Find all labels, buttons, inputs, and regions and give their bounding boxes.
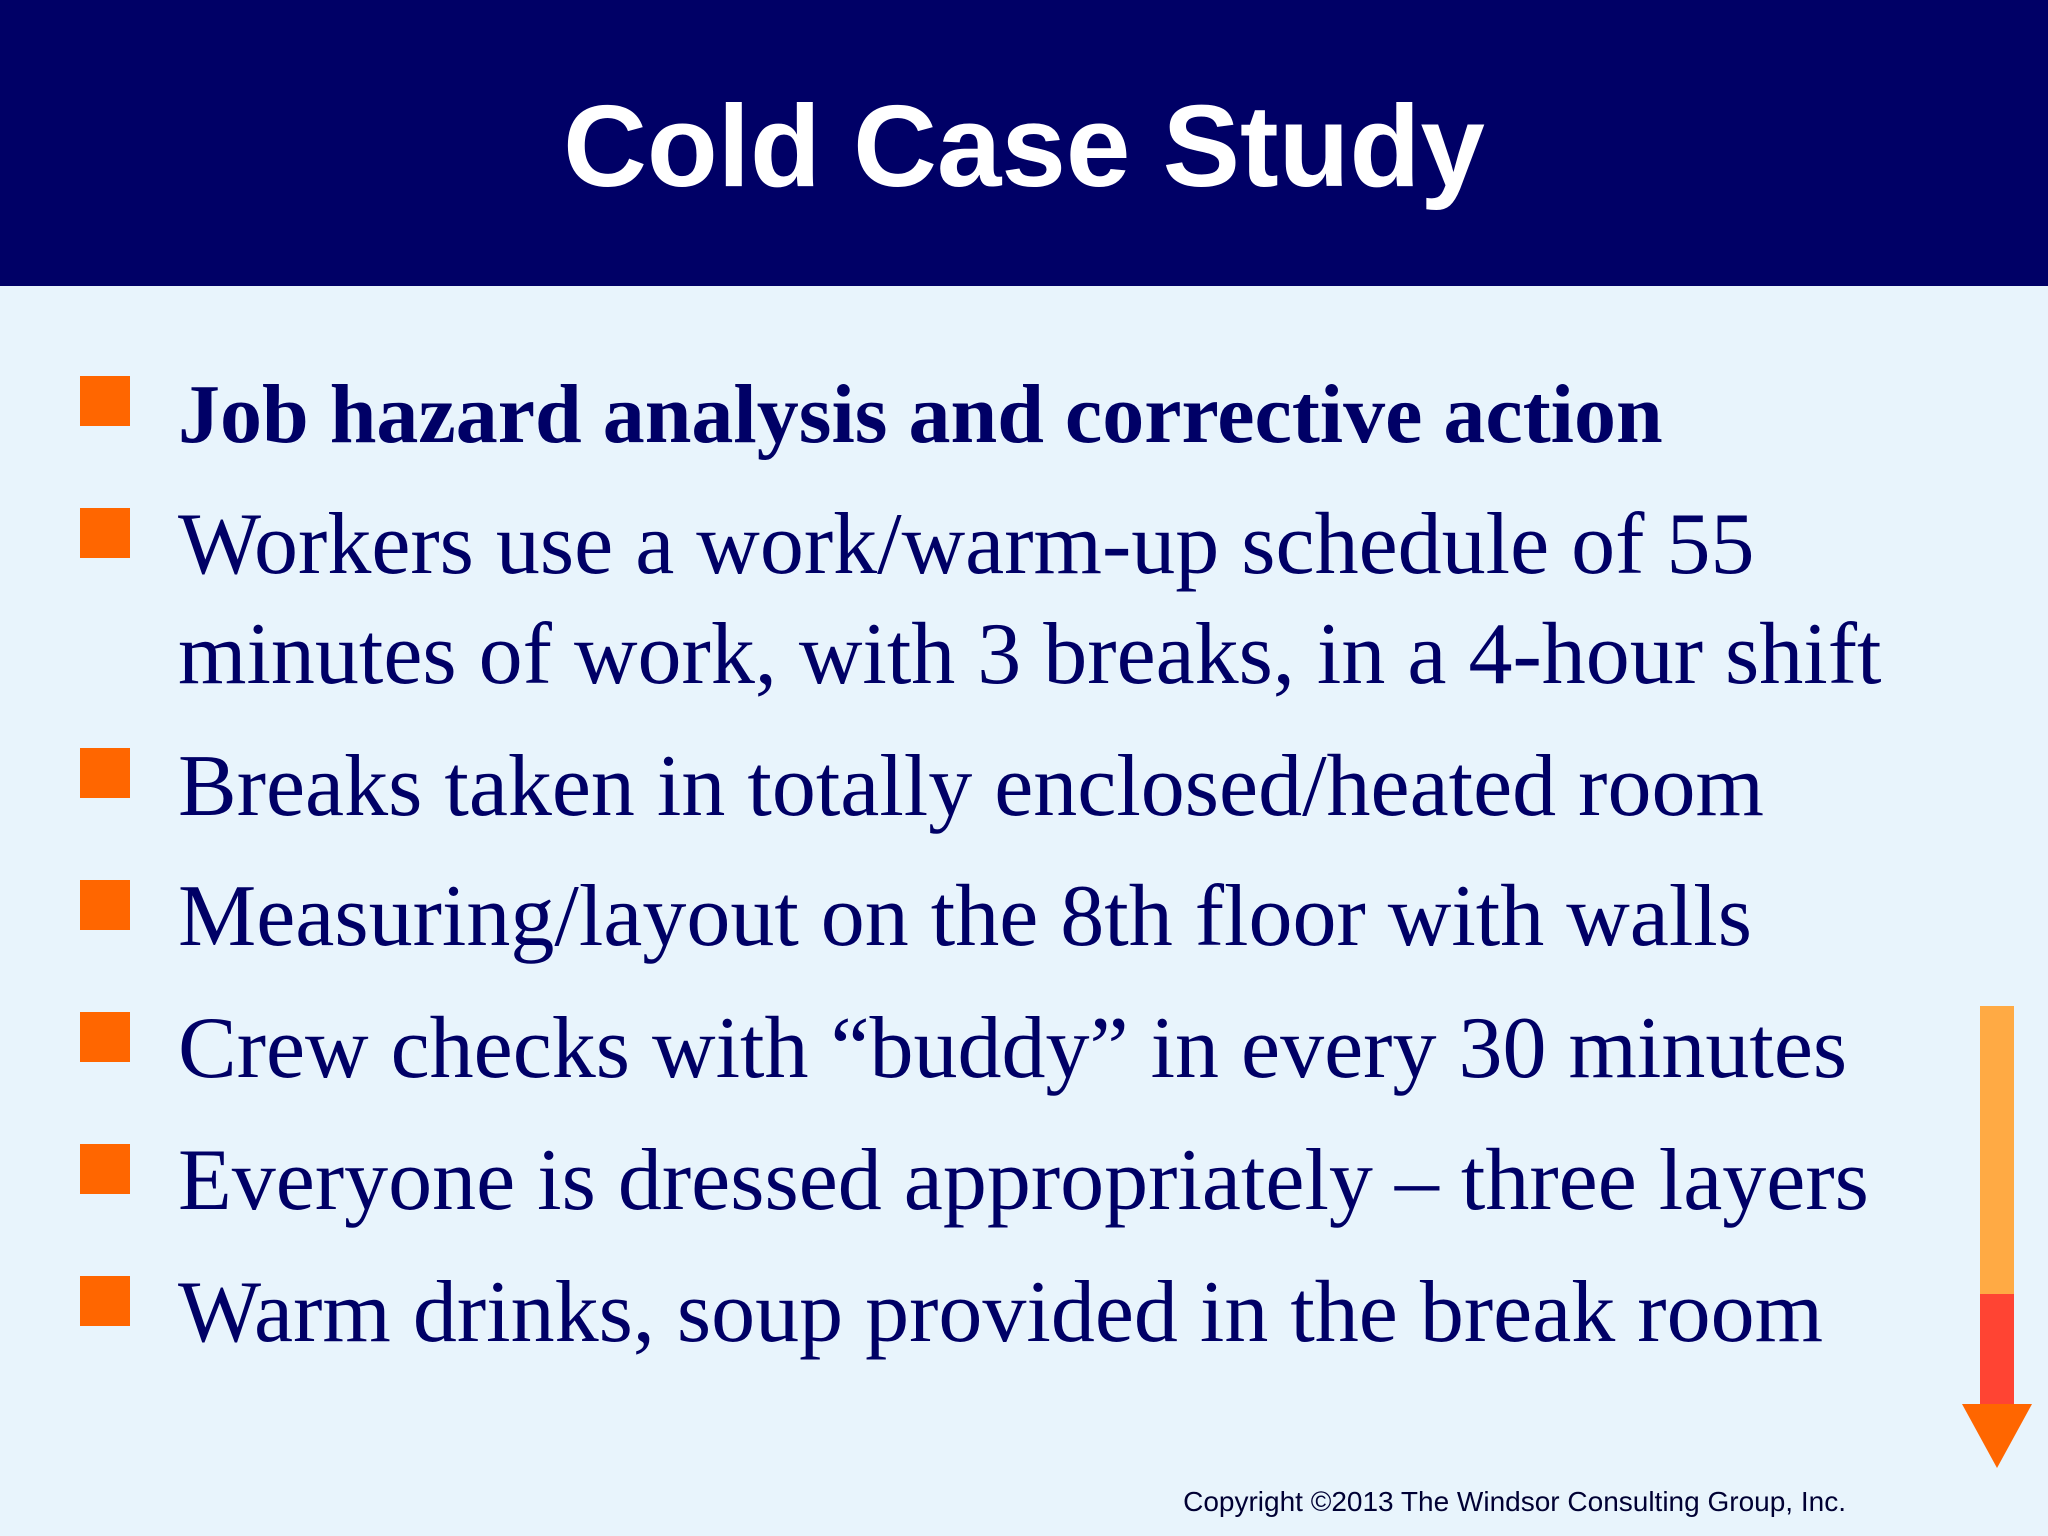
square-bullet-icon bbox=[80, 1012, 130, 1062]
bullet-text: Crew checks with “buddy” in every 30 minutes bbox=[178, 1000, 1848, 1097]
square-bullet-icon bbox=[80, 1276, 130, 1326]
down-arrow-icon bbox=[1962, 1006, 2032, 1468]
copyright-text: Copyright ©2013 The Windsor Consulting Group, Inc. bbox=[1183, 1486, 1846, 1517]
bullet-text: Warm drinks, soup provided in the break room bbox=[178, 1264, 1824, 1361]
bullet-text: Breaks taken in totally enclosed/heated room bbox=[178, 738, 1764, 835]
square-bullet-icon bbox=[80, 748, 130, 798]
slide-title: Cold Case Study bbox=[563, 81, 1485, 211]
bullet-text: Job hazard analysis and corrective action bbox=[178, 368, 1663, 461]
title-bar bbox=[0, 0, 2048, 286]
square-bullet-icon bbox=[80, 1144, 130, 1194]
square-bullet-icon bbox=[80, 376, 130, 426]
bullet-text: Measuring/layout on the 8th floor with walls bbox=[178, 868, 1752, 965]
bullet-text-line-1: Workers use a work/warm-up schedule of 55 bbox=[178, 496, 1755, 593]
bullet-text: Everyone is dressed appropriately – three layers bbox=[178, 1132, 1869, 1229]
square-bullet-icon bbox=[80, 880, 130, 930]
square-bullet-icon bbox=[80, 508, 130, 558]
bullet-text-line-2: minutes of work, with 3 breaks, in a 4-hour shift bbox=[178, 606, 1882, 703]
